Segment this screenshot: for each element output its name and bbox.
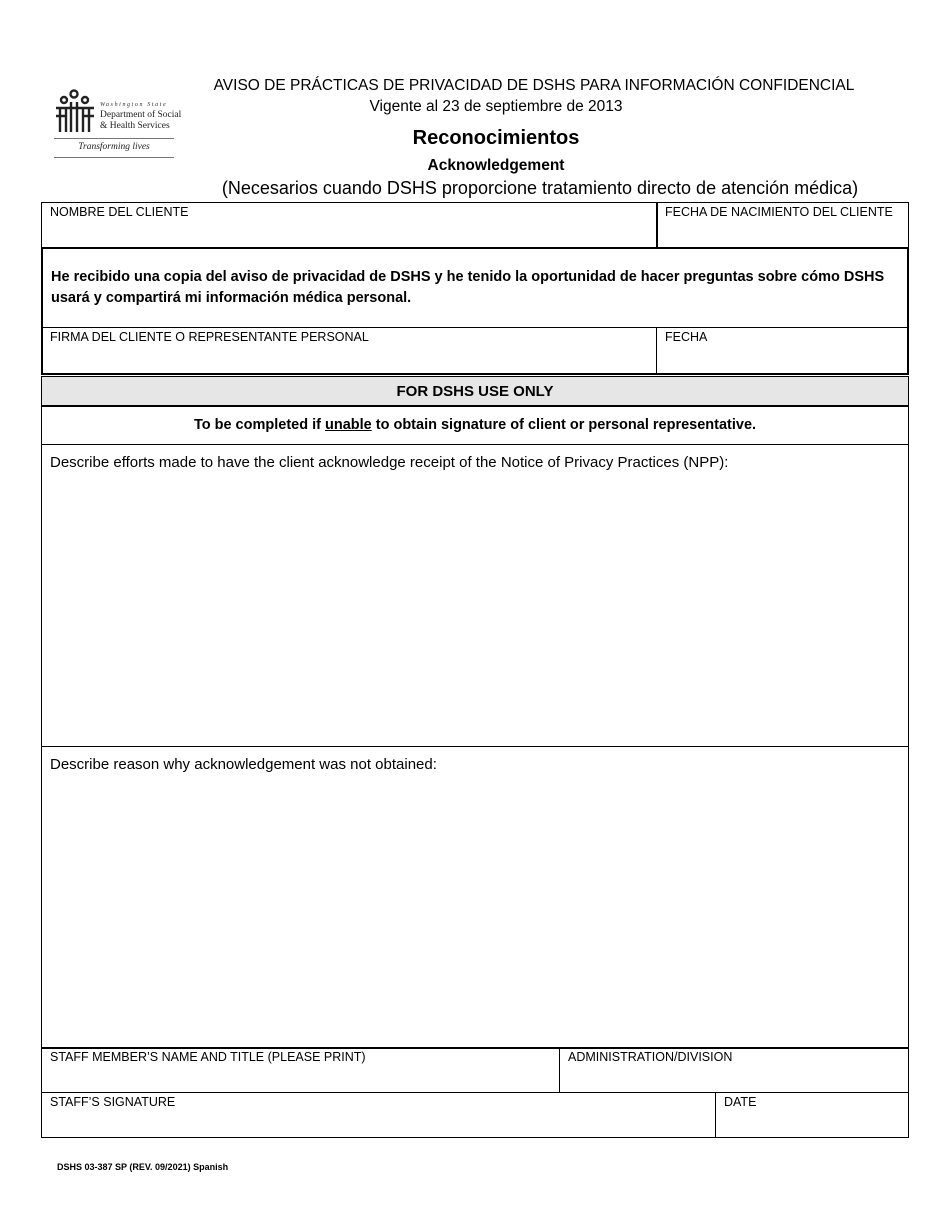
form-number: DSHS 03-387 SP (REV. 09/2021) Spanish: [57, 1162, 229, 1172]
staff-signature-field[interactable]: [41, 1092, 716, 1138]
required-note: (Necesarios cuando DSHS proporcione tratamiento directo de atención médica): [221, 178, 859, 198]
client-signature-date-label: FECHA: [665, 330, 708, 344]
acknowledgement-statement: He recibido una copia del aviso de privacidad de DSHS y he tenido la oportunidad de hacer preguntas sobre cómo DSHS usará y compartirá mi información médica personal.: [51, 269, 885, 306]
logo-tagline: Transforming lives: [78, 142, 150, 152]
client-signature-label: FIRMA DEL CLIENTE O REPRESENTANTE PERSONAL: [50, 330, 369, 344]
dshs-instructions: To be completed if unable to obtain signature of client or personal representative.: [41, 405, 909, 445]
client-signature-field[interactable]: [42, 327, 657, 374]
logo-state-text: Washington State: [100, 102, 168, 108]
staff-signature-label: STAFF’S SIGNATURE: [50, 1095, 176, 1109]
staff-name-title-label: STAFF MEMBER’S NAME AND TITLE (PLEASE PRINT): [50, 1050, 366, 1064]
staff-name-title-field[interactable]: [41, 1047, 560, 1093]
client-name-field[interactable]: [41, 202, 658, 249]
reason-description-field[interactable]: [41, 746, 909, 1049]
page-title: Reconocimientos: [412, 127, 580, 149]
staff-date-label: DATE: [724, 1095, 757, 1109]
notice-title: AVISO DE PRÁCTICAS DE PRIVACIDAD DE DSHS PARA INFORMACIÓN CONFIDENCIAL: [213, 77, 855, 94]
page-subtitle: Acknowledgement: [427, 157, 565, 174]
dshs-use-only-band: FOR DSHS USE ONLY: [41, 376, 909, 407]
logo-divider: [54, 138, 174, 139]
family-figures-icon: [52, 88, 98, 136]
client-dob-field[interactable]: [656, 202, 909, 249]
logo-department-text: Department of Social & Health Services: [100, 110, 182, 131]
dshs-logo: [52, 88, 182, 160]
logo-divider: [54, 157, 174, 158]
administration-division-field[interactable]: [559, 1047, 909, 1093]
client-signature-date-field[interactable]: [656, 327, 908, 374]
client-dob-label: FECHA DE NACIMIENTO DEL CLIENTE: [665, 205, 893, 219]
effective-date: Vigente al 23 de septiembre de 2013: [369, 98, 623, 115]
staff-date-field[interactable]: [715, 1092, 909, 1138]
client-name-label: NOMBRE DEL CLIENTE: [50, 205, 189, 219]
efforts-description-field[interactable]: [41, 444, 909, 747]
reason-description-label: Describe reason why acknowledgement was not obtained:: [50, 756, 437, 773]
efforts-description-label: Describe efforts made to have the client acknowledge receipt of the Notice of Privacy Practices (NPP):: [50, 454, 729, 471]
administration-division-label: ADMINISTRATION/DIVISION: [568, 1050, 733, 1064]
